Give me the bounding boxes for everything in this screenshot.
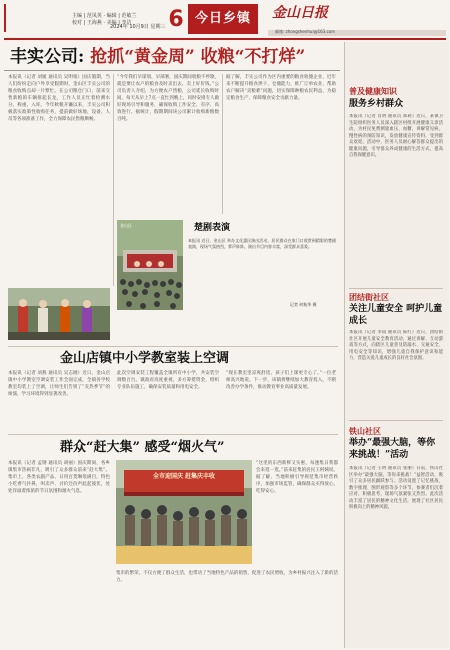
article3-text-1: 本报讯（记者 孟钢 通讯员 胡丽）国庆期间，各乡镇集市热闹非凡，吸引了众多群众前来“赶大集”。集市上，各类农副产品、日用百货琳琅满目，特色小吃香气扑鼻，叫卖声、讨价还价声此起彼伏，处处洋溢着浓浓的节日氛围和烟火气息。 bbox=[8, 461, 110, 494]
article2-column-1 bbox=[8, 370, 110, 430]
article1-column-1 bbox=[8, 74, 110, 286]
article3-column-1 bbox=[8, 460, 110, 646]
sidebar-divider bbox=[349, 288, 443, 289]
article1-title: 抢抓“黄金周” 收粮“不打烊” bbox=[90, 47, 306, 67]
article1-text-3: 据了解，丰实公司作为区内重要的粮食收储企业，近年来不断提升粮食烘干、仓储能力，推广订单农业，帮助农户解决“卖粮难”问题，切实保障种粮农民利益，为稳定粮食生产、保障粮食安全贡献力量。 bbox=[226, 75, 336, 101]
article2-column-2 bbox=[117, 370, 219, 430]
performers-photo-image bbox=[8, 288, 110, 340]
article3-text-2: “这里的东西新鲜又实惠，每逢集日我都会来逛一逛。”前来赶集的居民王阿姨说。据了解，当地积极引导规范集市经营秩序，加强市场监管，确保群众买得放心、吃得安心。 bbox=[256, 461, 338, 494]
article2-text-1: 本报讯（记者 刘燕 通讯员 吴志刚）近日，金山店镇中小学教室空调安装工作全面完成，全镇各学校教室均装上了空调，让师生们告别了“炎热季节”的烦恼，学习环境得到显著改善。 bbox=[8, 371, 110, 397]
masthead bbox=[0, 0, 450, 40]
article1-headline bbox=[10, 46, 305, 68]
proof-line: 校对 | 王海燕 · 美编 | 李洁 bbox=[72, 20, 132, 26]
opera-photo-image bbox=[117, 220, 183, 310]
sidebar-block3-title: 铁山社区 bbox=[349, 427, 381, 436]
column-divider bbox=[222, 74, 223, 214]
article3-text-3: 集市的繁荣，不仅方便了群众生活，也带动了当地特色产品的销售，促进了农民增收，为乡村振兴注入了新的活力。 bbox=[116, 571, 338, 583]
column-divider bbox=[113, 74, 114, 286]
article1-column-2 bbox=[117, 74, 219, 214]
sidebar-block2-text: 本报讯（记者 李雨 通讯员 陈红）近日，团结街社区开展儿童安全教育活动，通过讲解、互动游戏等方式，向辖区儿童普及防溺水、交通安全、用电安全等知识，增强儿童自我保护意识和能力，营造关爱儿童成长的良好社会氛围。 bbox=[349, 330, 443, 361]
editor-line: 主编 | 范凤英 · 编辑 | 范敏兰 bbox=[72, 13, 137, 19]
article1-text-1: 本报讯（记者 刘媛 通讯员 吴明娟）国庆假期，当人们纷纷走向户外享受假期时，金山区丰实公司的粮食收购点却一片繁忙。在公司粮仓门口，前来交售新粮的车辆排起长龙，工作人员正忙着检测水分、称重、入库。今年秋粮开镰以来，丰实公司积极落实政策性收购任务，提前做好场地、设备、人员等各项准备工作，全力保障农民售粮顺畅。 bbox=[8, 75, 110, 122]
article2-text-3: “现在教室里凉爽舒适，孩子们上课更专心了。”一位老师高兴地说。下一步，该镇将继续加大教育投入，不断改善办学条件，推动教育事业高质量发展。 bbox=[226, 371, 336, 390]
article2-text-2: 此次空调安装工程覆盖全镇所有中小学，共安装空调数百台。镇政府高度重视，多方筹措资金，组织专业队伍施工，确保安装质量和用电安全。 bbox=[117, 371, 219, 390]
sidebar-block1-title: 普及健康知识 bbox=[349, 87, 397, 96]
sidebar-block3-subtitle: 举办“最强大脑，等你来挑战！”活动 bbox=[349, 438, 436, 460]
photo-overlay-text: 金山区 bbox=[120, 223, 132, 228]
article1-text-2: “今年我们早谋划、早部署，国庆期间收粮不停歇，就是要让农户的粮食及时卖出去、卖上好价钱。”公司负责人介绍，为方便农户售粮，公司延长收购时间，每天从早上7点一直忙到晚上，同时安排专人做好现场引导和服务，确保收购工作安全、有序、高效进行。据统计，假期期间该公司累计收购新粮数百吨。 bbox=[117, 75, 219, 122]
sidebar-divider bbox=[349, 420, 443, 421]
sidebar-block1-subtitle: 服务乡村群众 bbox=[349, 99, 404, 109]
article3-column-3 bbox=[116, 570, 338, 646]
sidebar-block3-text: 本报讯（记者 王明 通讯员 张丽）日前，铁山社区举办“最强大脑，等你来挑战！”益智活动，吸引了众多居民踊跃参与。活动设置了记忆挑战、数字推理、图形观察等多个环节，参赛者们沉着应对、积极思考，现场气氛紧张又热烈。此次活动丰富了居民的精神文化生活，展现了社区居民积极向上的精神风貌。 bbox=[349, 466, 443, 510]
article1-prefix: 丰实公司: bbox=[10, 47, 85, 67]
newspaper-logo: 金山日报 bbox=[272, 5, 328, 21]
article2-column-3 bbox=[226, 370, 336, 430]
article3-column-2 bbox=[256, 460, 338, 564]
photo1-subtitle: 楚剧表演 bbox=[194, 223, 231, 233]
opera-photo bbox=[117, 220, 183, 310]
section-title: 今日乡镇 bbox=[188, 4, 258, 34]
contact-email: 邮箱: zhongshenhui@163.com bbox=[275, 29, 336, 34]
article2-headline: 金山店镇中小学教室装上空调 bbox=[60, 351, 230, 366]
article1-column-3 bbox=[226, 74, 336, 214]
section-divider bbox=[8, 434, 338, 435]
sidebar-block2-title: 团结街社区 bbox=[349, 293, 389, 302]
sidebar-block2-subtitle: 关注儿童安全 呵护儿童成长 bbox=[349, 304, 443, 326]
masthead-rule bbox=[4, 38, 446, 40]
photo1-byline: 记者 何秋华 摄 bbox=[290, 302, 317, 307]
market-banner-text: 全市迎国庆 赶集庆丰收 bbox=[152, 473, 216, 480]
page-number: 6 bbox=[168, 7, 184, 32]
photo1-caption: 本报讯 近日，金山区 举办文化惠民演出活动，居民群众在家门口欣赏到精彩的楚剧表演，现场气氛热烈，掌声阵阵。演出节目内容丰富，深受群众喜爱。 bbox=[188, 238, 336, 249]
date-line: 2024年 10月9日 星期三 bbox=[110, 24, 166, 30]
section-divider bbox=[8, 346, 338, 347]
article3-headline: 群众“赶大集” 感受“烟火气” bbox=[60, 440, 225, 455]
headline-rule bbox=[4, 70, 340, 71]
masthead-accent-bar bbox=[4, 4, 6, 32]
performers-photo bbox=[8, 288, 110, 340]
sidebar-block1-text: 本报讯（记者 肖明 通讯员 郑莉）近日，某镇卫生院组织医务人员深入辖区村组开展健康义诊活动，为村民免费测量血压、血糖，讲解常见病、慢性病的预防知识，发放健康宣传资料，受到群众欢迎。活动中，医务人员耐心解答群众提出的健康问题，引导群众养成健康的生活方式，提高自我保健意识。 bbox=[349, 114, 443, 158]
